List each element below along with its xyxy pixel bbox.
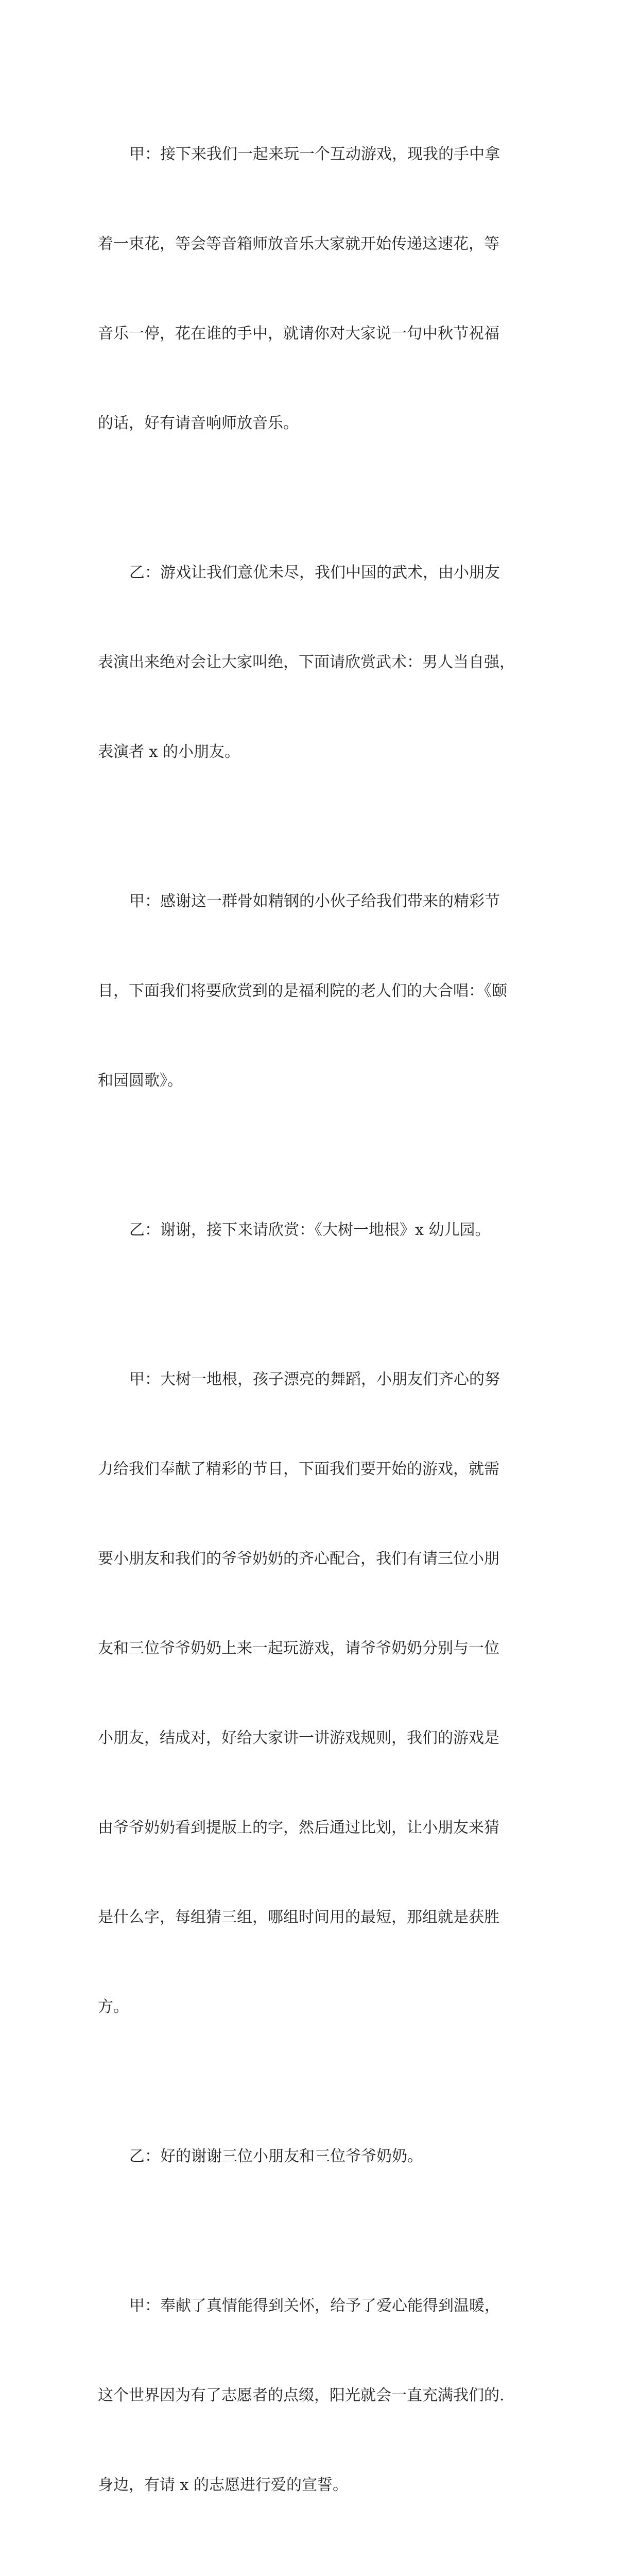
paragraph-2-line-3: 表演者 x 的小朋友。 xyxy=(98,743,240,761)
paragraph-3-line-1: 甲：感谢这一群骨如精钢的小伙子给我们带来的精彩节 xyxy=(129,892,500,910)
paragraph-2-line-1: 乙：游戏让我们意优未尽，我们中国的武术，由小朋友 xyxy=(129,564,500,582)
paragraph-5-line-2: 力给我们奉献了精彩的节目，下面我们要开始的游戏，就需 xyxy=(98,1460,499,1478)
paragraph-5-line-7: 是什么字，每组猜三组，哪组时间用的最短，那组就是获胜 xyxy=(98,1908,499,1926)
paragraph-7-line-1: 甲：奉献了真情能得到关怀，给予了爱心能得到温暖， xyxy=(129,2297,500,2315)
paragraph-2 xyxy=(98,498,541,827)
paragraph-7-line-3: 身边，有请 x 的志愿进行爱的宣誓。 xyxy=(98,2476,348,2494)
paragraph-3-line-3: 和园圆歌》。 xyxy=(98,1072,183,1090)
paragraph-1-line-1: 甲：接下来我们一起来玩一个互动游戏，现我的手中拿 xyxy=(129,145,500,163)
paragraph-5-line-5: 小朋友，结成对，好给大家讲一讲游戏规则，我们的游戏是 xyxy=(98,1729,499,1747)
paragraph-5-line-1: 甲：大树一地根，孩子漂亮的舞蹈，小朋友们齐心的努 xyxy=(129,1370,500,1388)
paragraph-1-line-3: 音乐一停，花在谁的手中，就请你对大家说一句中秋节祝福 xyxy=(98,325,499,343)
paragraph-7 xyxy=(98,2231,541,2560)
paragraph-5-line-6: 由爷爷奶奶看到提版上的字，然后通过比划，让小朋友来猜 xyxy=(98,1819,499,1837)
document-body xyxy=(98,80,541,2576)
paragraph-1-line-2: 着一束花，等会等音箱师放音乐大家就开始传递这速花，等 xyxy=(98,235,499,253)
paragraph-6 xyxy=(98,2082,541,2231)
paragraph-5-line-8: 方。 xyxy=(98,1998,129,2016)
paragraph-4 xyxy=(98,1156,541,1305)
paragraph-1-line-4: 的话，好有请音响师放音乐。 xyxy=(98,414,299,432)
paragraph-1 xyxy=(98,80,541,498)
paragraph-5 xyxy=(98,1305,541,2082)
paragraph-4-line-1: 乙：谢谢，接下来请欣赏：《大树一地根》x 幼儿园。 xyxy=(129,1221,491,1239)
paragraph-6-line-1: 乙：好的谢谢三位小朋友和三位爷爷奶奶。 xyxy=(129,2147,423,2165)
paragraph-5-line-3: 要小朋友和我们的爷爷奶奶的齐心配合，我们有请三位小朋 xyxy=(98,1550,499,1568)
paragraph-5-line-4: 友和三位爷爷奶奶上来一起玩游戏，请爷爷奶奶分别与一位 xyxy=(98,1639,499,1657)
paragraph-7-line-2: 这个世界因为有了志愿者的点缀，阳光就会一直充满我们的. xyxy=(98,2386,505,2404)
paragraph-3 xyxy=(98,827,541,1156)
paragraph-2-line-2: 表演出来绝对会让大家叫绝，下面请欣赏武术：男人当自强， xyxy=(98,653,515,671)
paragraph-3-line-2: 目，下面我们将要欣赏到的是福利院的老人们的大合唱：《颐 xyxy=(98,982,507,1000)
paragraph-8 xyxy=(98,2560,541,2576)
